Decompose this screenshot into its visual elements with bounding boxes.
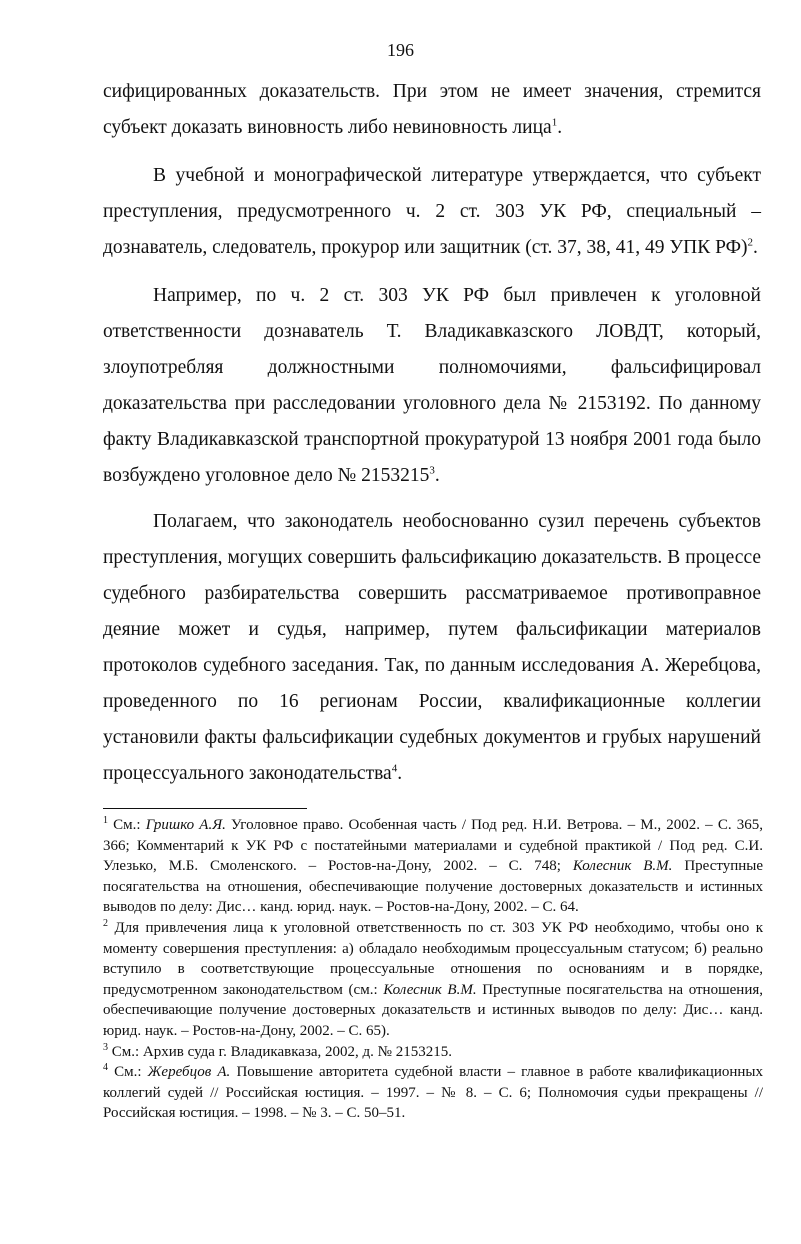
footnote-text: См.: Архив суда г. Владикавказа, 2002, д. № 2153215. [108, 1043, 452, 1060]
footnote-1 [103, 815, 763, 918]
footnote-ref-3: 3 [429, 464, 435, 477]
paragraph-end: . [434, 465, 440, 486]
footnote-text: Уголовное право. Особенная часть / Под ред. Н.И. Ветрова. – М., 2002. – С. 365, 366; Комментарий к УК РФ с постатейными материалами и судебной практикой / Под ред. С.И. Улезько, М.Б. Смоленского. – Ростов-на-Дону, 2002. – С. 748; [103, 817, 763, 875]
paragraph-end: . [397, 763, 403, 784]
footnote-text: Повышение авторитета судебной власти – главное в работе квалификационных коллегий судей // Российская юстиция. – 1997. – № 8. – С. 6; Полномочия судьи прекращены // Российская юстиция. – 1998. – № 3. – С. 50–51. [103, 1064, 763, 1122]
footnote-ref-2: 2 [747, 236, 754, 249]
author-name: Гришко А.Я. [145, 817, 226, 833]
footnote-number: 3 [103, 1041, 108, 1053]
footnote-text: Для привлечения лица к уголовной ответственность по ст. 303 УК РФ необходимо, чтобы оно к моменту совершения преступления: а) обладало необходимым процессуальным статусом; б) реально вступило в соответствующие процессуальные отношения по основаниям и в порядке, предусмотренном законодательством (см.: [103, 919, 763, 998]
paragraph-end: . [753, 237, 758, 258]
footnotes [103, 808, 763, 1124]
paragraph-text: В учебной и монографической литературе утверждается, что субъект преступления, предусмотренного ч. 2 ст. 303 УК РФ, специальный – дознаватель, следователь, прокурор или защитник (ст. 37, 38, 41, 49 УПК РФ) [103, 165, 761, 258]
author-name: Жеребцов А. [147, 1064, 231, 1081]
paragraph-text: сифицированных доказательств. При этом не имеет значения, стремится субъект доказать виновность либо невиновность лица [103, 81, 761, 138]
paragraph-2 [103, 158, 761, 266]
footnote-ref-1: 1 [551, 116, 558, 129]
paragraph-end: . [557, 117, 563, 138]
footnote-text: См.: [108, 817, 146, 833]
footnote-number: 2 [103, 917, 108, 929]
footnote-separator [103, 808, 307, 809]
footnote-number: 4 [103, 1062, 108, 1074]
page-number: 196 [387, 40, 414, 60]
paragraph-4 [103, 504, 761, 792]
footnote-text: См.: [108, 1064, 148, 1081]
paragraph-text: Например, по ч. 2 ст. 303 УК РФ был привлечен к уголовной ответственности дознаватель Т. Владикавказского ЛОВДТ, который, злоупотребляя должностными полномочиями, фальсифицировал доказательства при расследовании уголовного дела № 2153192. По данному факту Владикавказской транспортной прокуратурой 13 ноября 2001 года было возбуждено уголовное дело № 2153215 [103, 285, 761, 486]
author-name: Колесник В.М. [572, 858, 673, 875]
footnote-ref-4: 4 [391, 762, 398, 775]
main-text [103, 74, 761, 792]
footnote-number: 1 [103, 815, 108, 826]
author-name: Колесник В.М. [383, 981, 477, 998]
footnote-2 [103, 918, 763, 1042]
footnote-text: Преступные посягательства на отношения, обеспечивающие получение достоверных доказательств и истинных выводов по делу: Дис… канд. юрид. наук. – Ростов-на-Дону, 2002. – С. 65). [103, 981, 763, 1039]
footnote-3 [103, 1042, 763, 1063]
paragraph-text: Полагаем, что законодатель необоснованно сузил перечень субъектов преступления, могущих совершить фальсификацию доказательств. В процессе судебного разбирательства совершить рассматриваемое противоправное деяние может и судья, например, путем фальсификации материалов протоколов судебного заседания. Так, по данным исследования А. Жеребцова, проведенного по 16 регионам России, квалификационные коллегии установили факты фальсификации судебных документов и грубых нарушений процессуального законодательства [103, 511, 761, 784]
footnote-4 [103, 1062, 763, 1124]
paragraph-1 [103, 74, 761, 146]
footnote-text: Преступные посягательства на отношения, обеспечивающие получение достоверных доказательств и истинных выводов по делу: Дис… канд. юрид. наук. – Ростов-на-Дону, 2002. – С. 64. [103, 858, 763, 916]
paragraph-3 [103, 278, 761, 494]
